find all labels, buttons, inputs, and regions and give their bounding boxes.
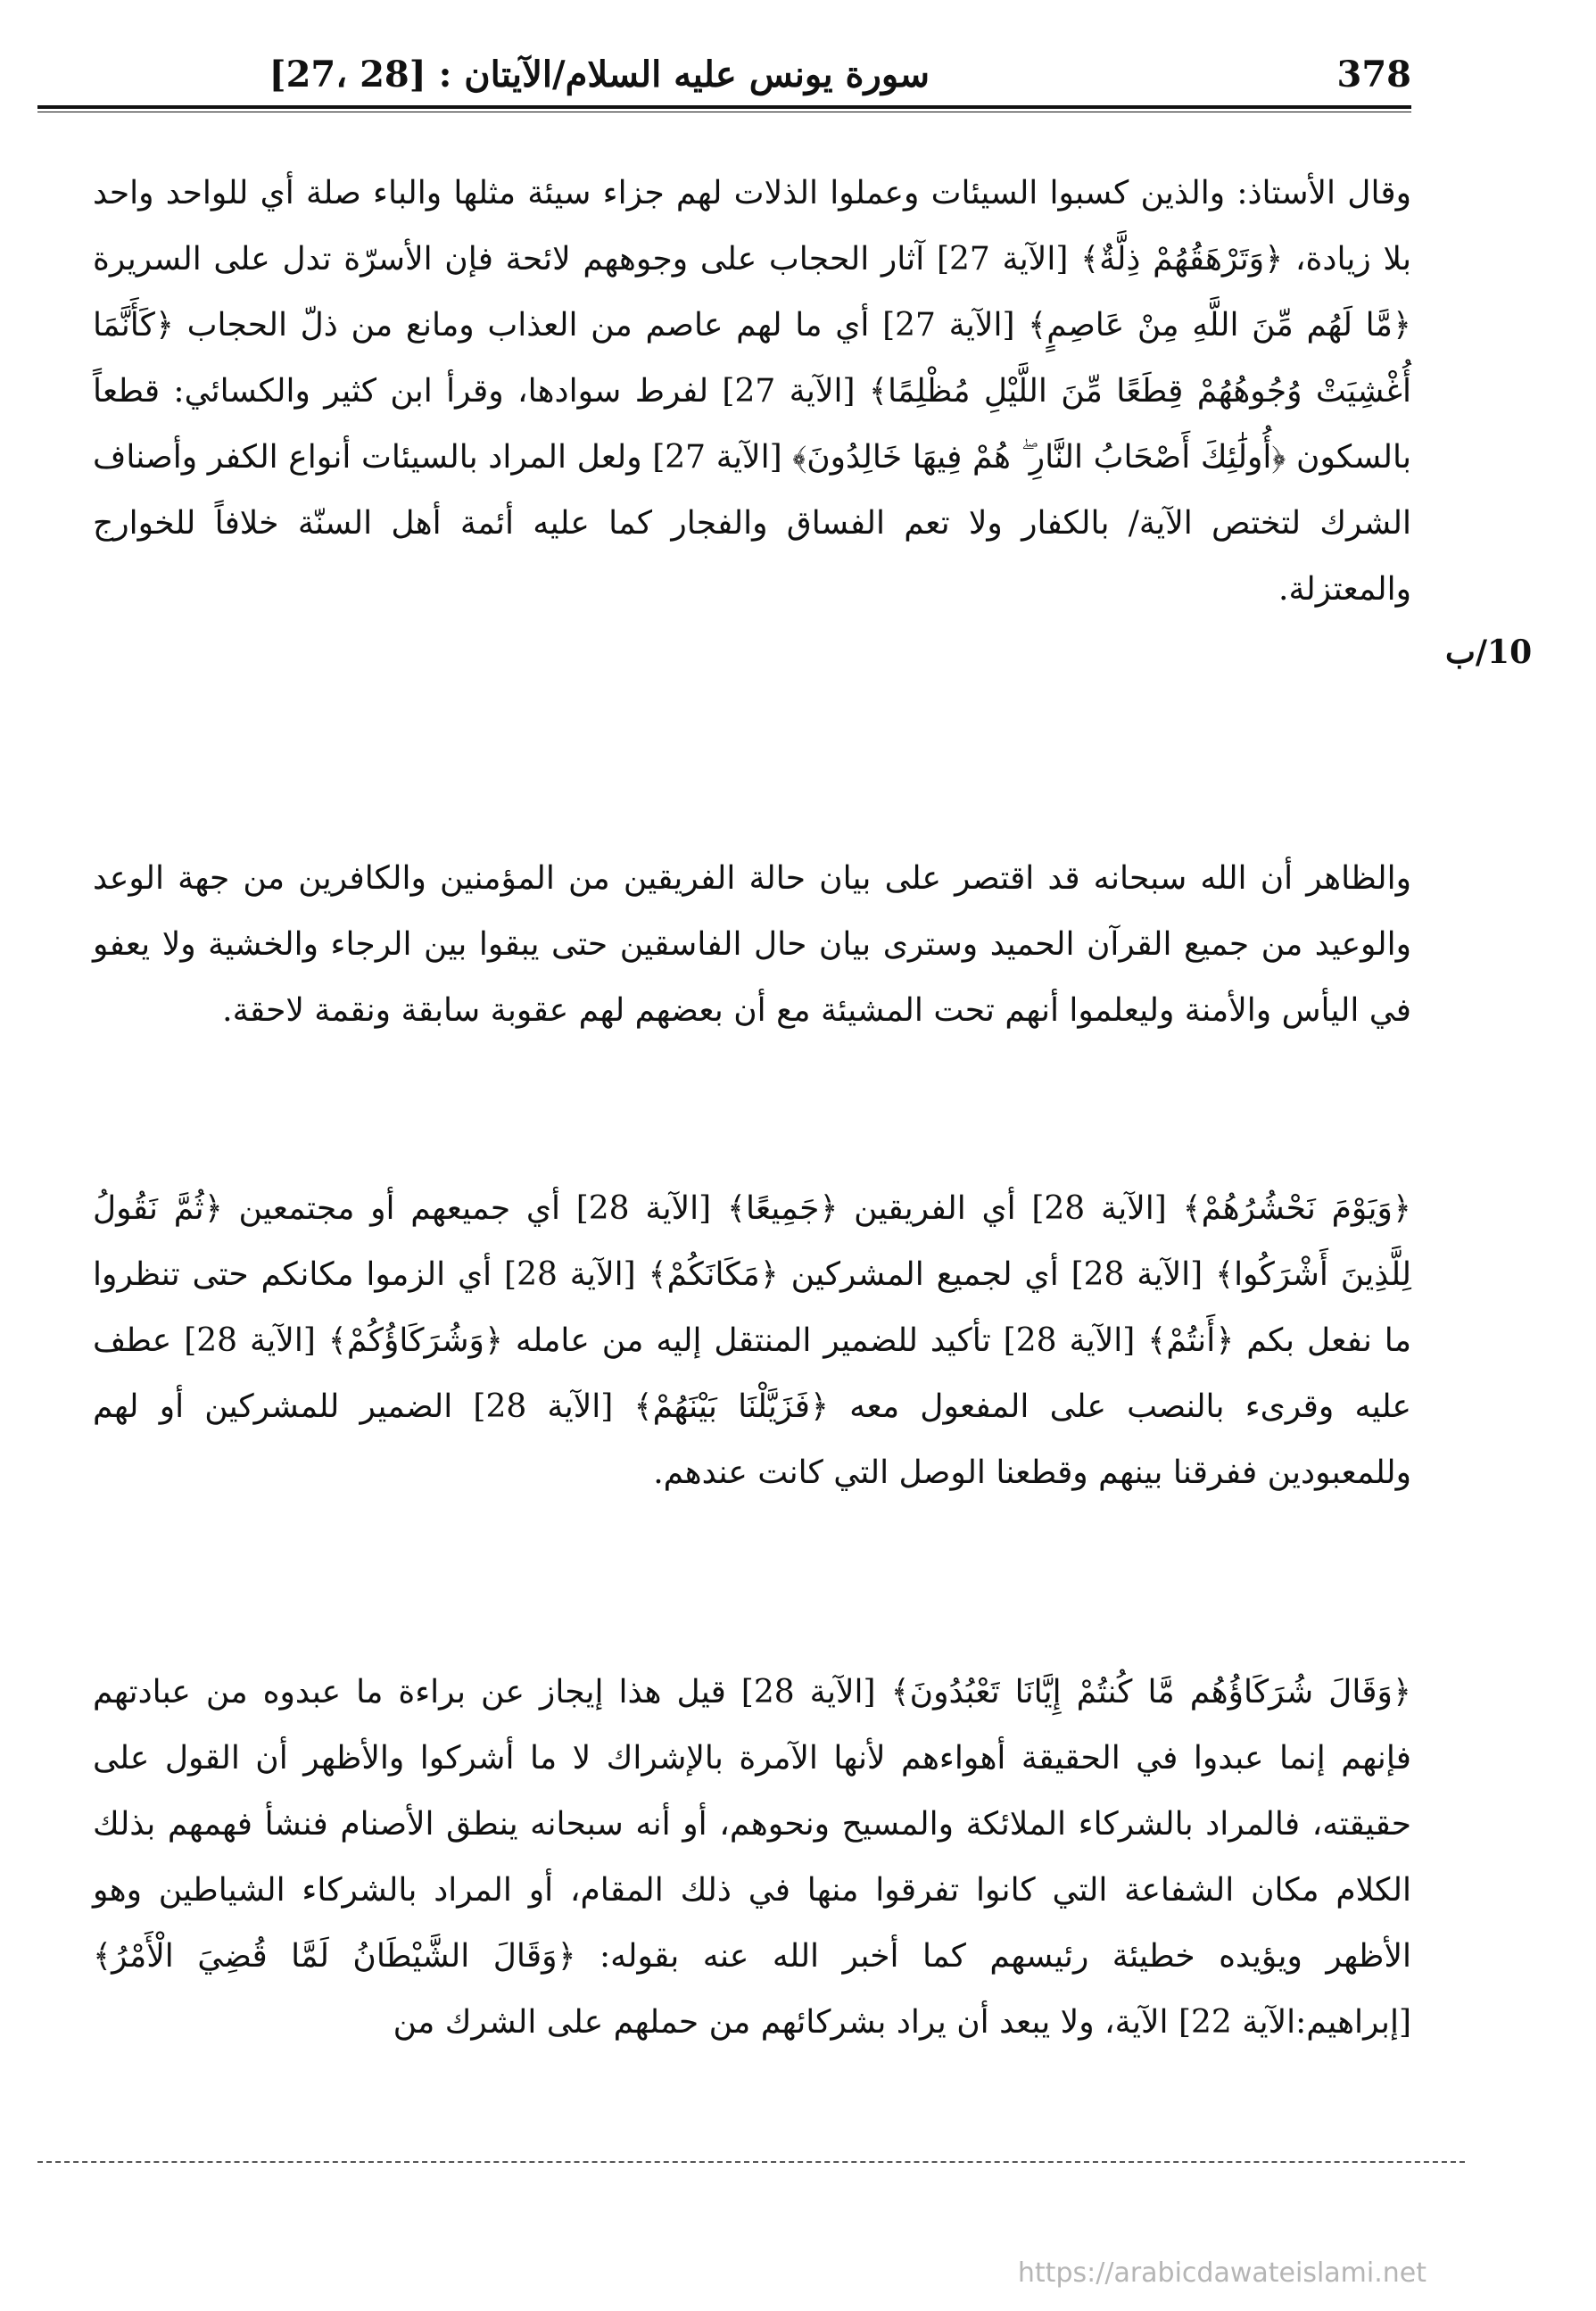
running-title-verses: [27، 28]: [269, 54, 426, 95]
header-rule: [37, 105, 1411, 112]
running-title-text: سورة يونس عليه السلام/الآيتان :: [438, 54, 930, 95]
paragraph-4: [93, 1660, 1411, 2056]
paragraph-2: [93, 846, 1411, 1044]
footnote-separator: [37, 2161, 1465, 2163]
manuscript-folio-note: 10/ب: [1445, 634, 1533, 671]
paragraph-text: وقال الأستاذ: والذين كسبوا السيئات وعملوا الذلات لهم جزاء سيئة مثلها والباء صلة أي للواحد واحد بلا زيادة، ﴿وَتَرْهَقُهُمْ ذِلَّةٌ﴾ [الآية 27] آثار الحجاب على وجوههم لائحة فإن الأسرّة تدل على السريرة ﴿مَّا لَهُم مِّنَ اللَّهِ مِنْ عَاصِمٍ﴾ [الآية 27] أي ما لهم عاصم من العذاب ومانع من ذلّ الحجاب ﴿كَأَنَّمَا أُغْشِيَتْ وُجُوهُهُمْ قِطَعًا مِّنَ اللَّيْلِ مُظْلِمًا﴾ [الآية 27] لفرط سوادها، وقرأ ابن كثير والكسائي: قطعاً بالسكون ﴿أُولَٰئِكَ أَصْحَابُ النَّارِ ۖ هُمْ فِيهَا خَالِدُونَ﴾ [الآية 27] ولعل المراد بالسيئات أنواع الكفر وأصناف الشرك لتختص الآية/ بالكفار ولا تعم الفساق والفجار كما عليه أئمة أهل السنّة خلافاً للخوارج والمعتزلة.: [93, 175, 1412, 608]
watermark-url: https://arabicdawateislami.net: [1017, 2257, 1426, 2289]
paragraph-text: ﴿وَيَوْمَ نَحْشُرُهُمْ﴾ [الآية 28] أي الفريقين ﴿جَمِيعًا﴾ [الآية 28] أي جميعهم أو مجتمعين ﴿ثُمَّ نَقُولُ لِلَّذِينَ أَشْرَكُوا﴾ [الآية 28] أي لجميع المشركين ﴿مَكَانَكُمْ﴾ [الآية 28] أي الزموا مكانكم حتى تنظروا ما نفعل بكم ﴿أَنتُمْ﴾ [الآية 28] تأكيد للضمير المنتقل إليه من عامله ﴿وَشُرَكَاؤُكُمْ﴾ [الآية 28] عطف عليه وقرىء بالنصب على المفعول معه ﴿فَزَيَّلْنَا بَيْنَهُمْ﴾ [الآية 28] الضمير للمشركين أو لهم وللمعبودين ففرقنا بينهم وقطعنا الوصل التي كانت عندهم.: [93, 1190, 1412, 1491]
paragraph-1: [93, 161, 1411, 623]
paragraph-3: [93, 1176, 1411, 1506]
page-header: [37, 54, 1411, 104]
paragraph-text: والظاهر أن الله سبحانه قد اقتصر على بيان حالة الفريقين من المؤمنين والكافرين من جهة الوعد والوعيد من جميع القرآن الحميد وسترى بيان حال الفاسقين حتى يبقوا بين الرجاء والخشية ولا يعفو في اليأس والأمنة وليعلموا أنهم تحت المشيئة مع أن بعضهم لهم عقوبة سابقة ونقمة لاحقة.: [93, 860, 1411, 1029]
running-title: [269, 54, 930, 95]
paragraph-text: ﴿وَقَالَ شُرَكَاؤُهُم مَّا كُنتُمْ إِيَّانَا تَعْبُدُونَ﴾ [الآية 28] قيل هذا إيجاز عن براءة ما عبدوه من عبادتهم فإنهم إنما عبدوا في الحقيقة أهواءهم لأنها الآمرة بالإشراك لا ما أشركوا والأظهر أن القول على حقيقته، فالمراد بالشركاء الملائكة والمسيح ونحوهم، أو أنه سبحانه ينطق الأصنام فنشأ فهمهم بذلك الكلام مكان الشفاعة التي كانوا تفرقوا منها في ذلك المقام، أو المراد بالشركاء الشياطين وهو الأظهر ويؤيده خطيئة رئيسهم كما أخبر الله عنه بقوله: ﴿وَقَالَ الشَّيْطَانُ لَمَّا قُضِيَ الْأَمْرُ﴾ [إبراهيم:الآية 22] الآية، ولا يبعد أن يراد بشركائهم من حملهم على الشرك من: [93, 1674, 1412, 2041]
page-number: 378: [1336, 54, 1411, 95]
